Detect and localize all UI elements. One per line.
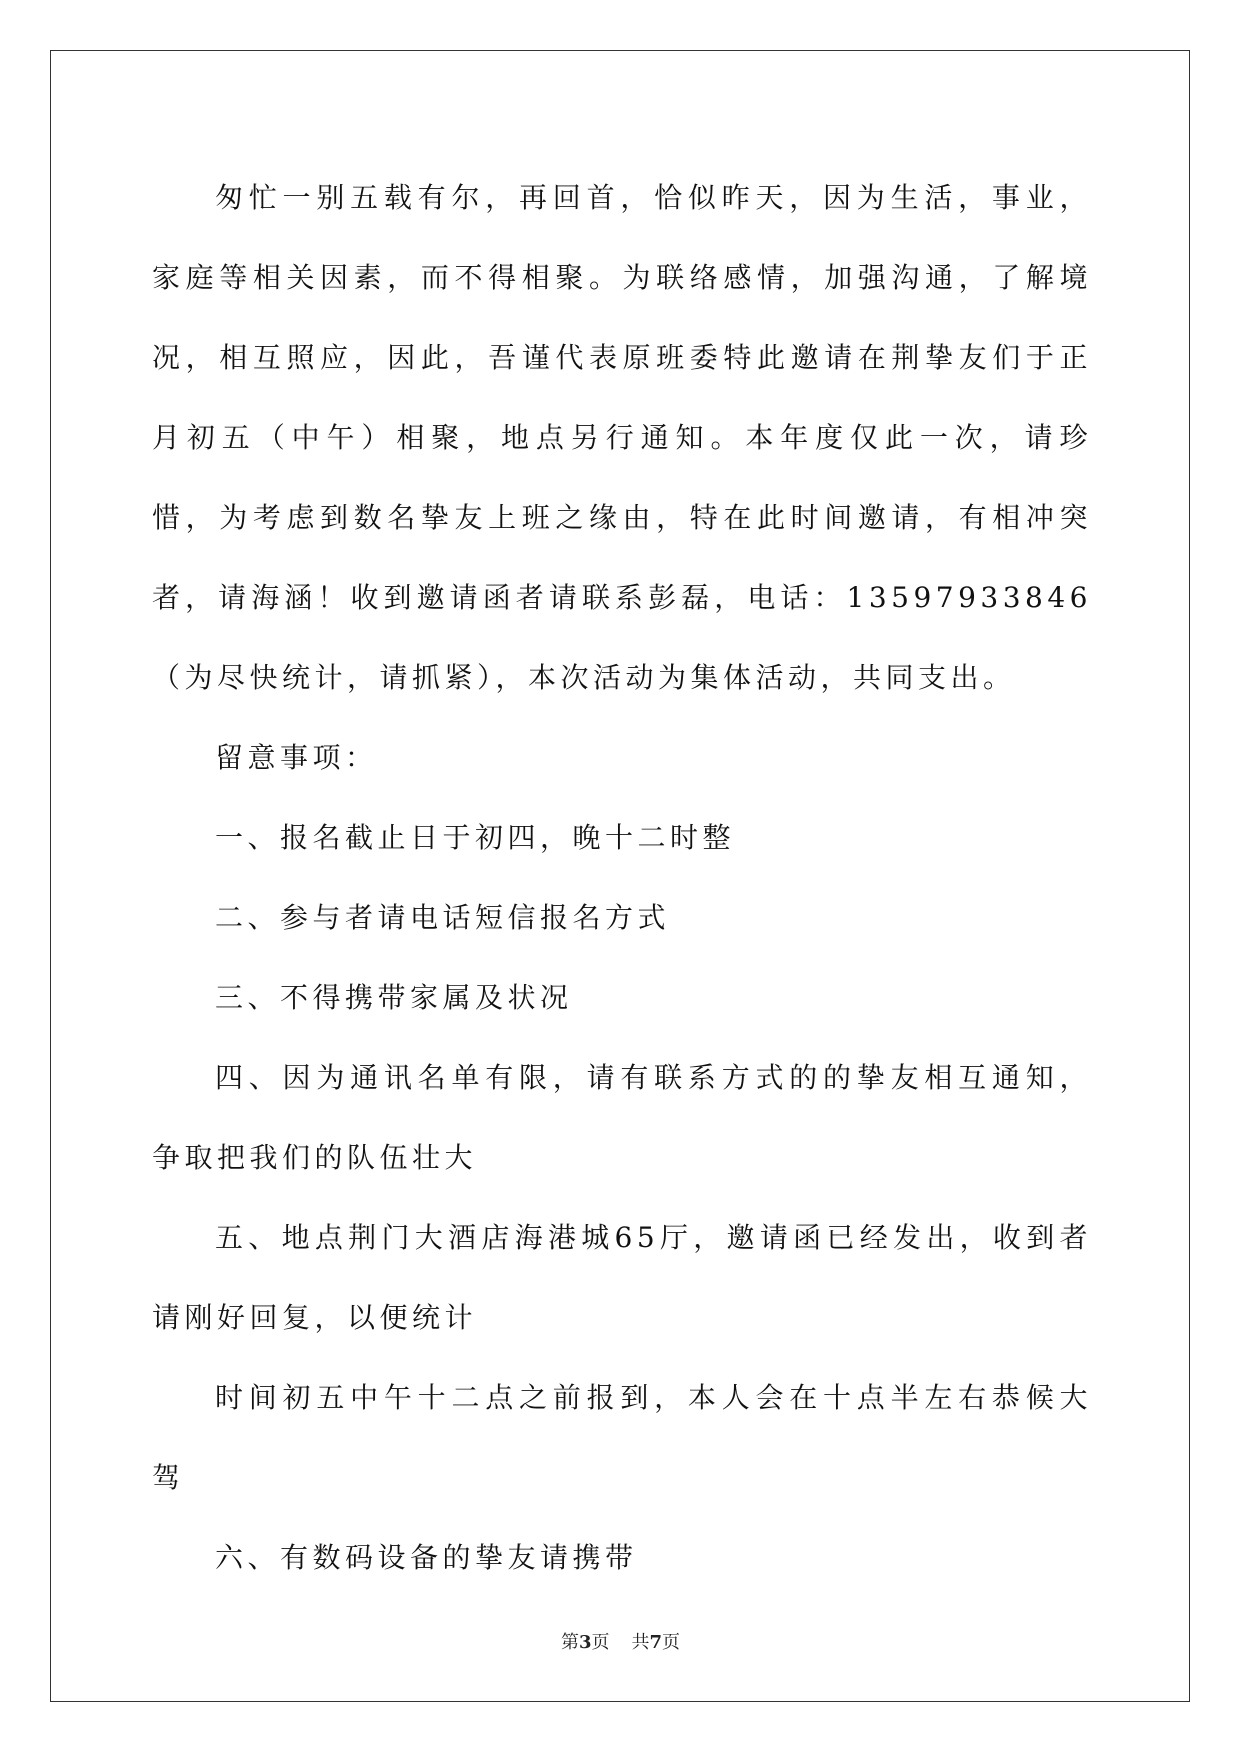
footer-total-pages: 7	[649, 1632, 663, 1653]
paragraph-notes-heading: 留意事项：	[215, 741, 378, 774]
footer-prefix: 第	[560, 1632, 579, 1653]
paragraph-item-3: 三、不得携带家属及状况	[215, 981, 573, 1014]
paragraph-item-4: 四、因为通讯名单有限，请有联系方式的的挚友相互通知，争取把我们的队伍壮大	[152, 1061, 1092, 1174]
paragraph-item-5: 五、地点荆门大酒店海港城65厅，邀请函已经发出，收到者请刚好回复，以便统计	[152, 1221, 1092, 1334]
footer-total-prefix: 共	[631, 1632, 650, 1653]
paragraph-item-2: 二、参与者请电话短信报名方式	[215, 901, 671, 934]
paragraph-item-6: 六、有数码设备的挚友请携带	[215, 1541, 638, 1574]
footer-page-suffix: 页	[591, 1632, 610, 1653]
footer-total-suffix: 页	[662, 1632, 681, 1653]
paragraph-invitation: 匆忙一别五载有尔，再回首，恰似昨天，因为生活，事业，家庭等相关因素，而不得相聚。为联络感情，加强沟通，了解境况，相互照应，因此，吾谨代表原班委特此邀请在荆挚友们于正月初五（中午）相聚，地点另行通知。本年度仅此一次，请珍惜，为考虑到数名挚友上班之缘由，特在此时间邀请，有相冲突者，请海涵！收到邀请函者请联系彭磊，电话：13597933846（为尽快统计，请抓紧），本次活动为集体活动，共同支出。	[152, 181, 1092, 694]
document-body	[152, 158, 1092, 1598]
page-footer	[0, 1628, 1241, 1654]
paragraph-item-1: 一、报名截止日于初四，晚十二时整	[215, 821, 736, 854]
paragraph-time: 时间初五中午十二点之前报到，本人会在十点半左右恭候大驾	[152, 1381, 1092, 1494]
footer-current-page: 3	[578, 1632, 592, 1653]
